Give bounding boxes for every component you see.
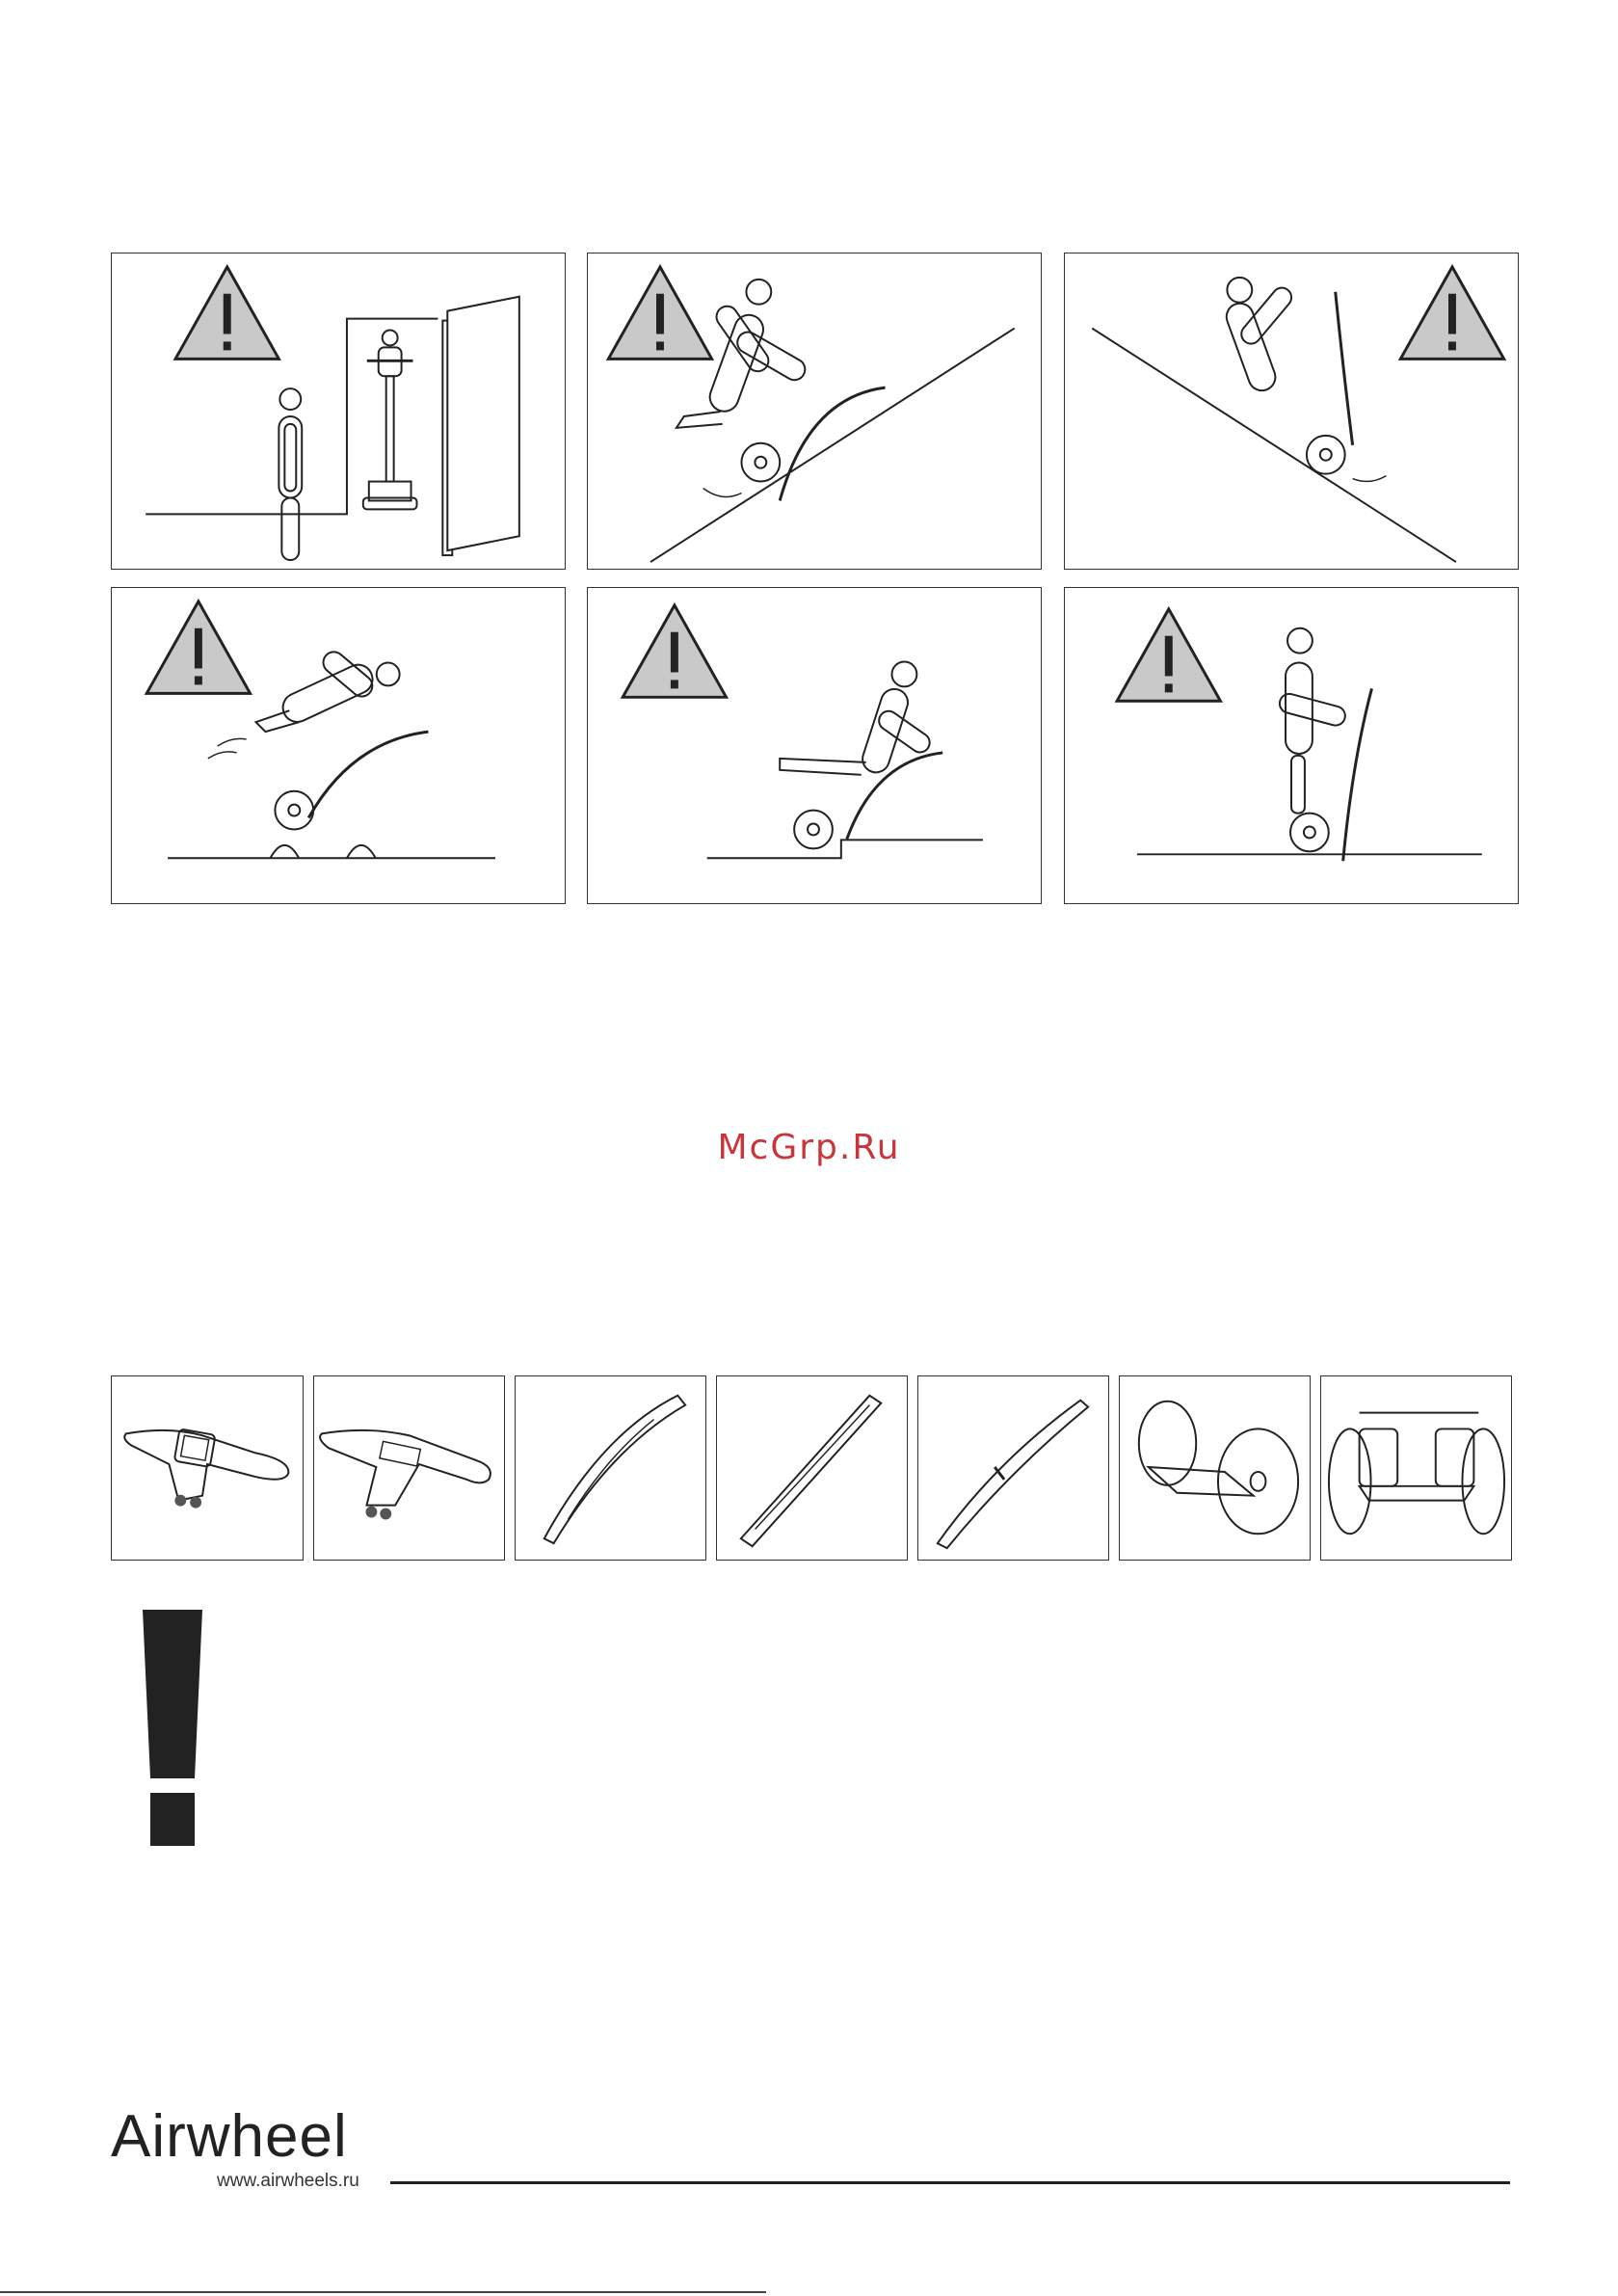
panel-4-illustration <box>112 588 565 903</box>
warning-panel-1 <box>111 253 566 570</box>
scooter-base-icon <box>1120 1376 1310 1560</box>
part-handlebar <box>313 1375 505 1561</box>
panel-1-illustration <box>112 254 565 569</box>
warning-panel-3 <box>1064 253 1519 570</box>
brand-website: www.airwheels.ru <box>217 2171 359 2191</box>
scooter-base-with-leg-support-icon <box>1321 1376 1511 1560</box>
warning-panel-5 <box>587 587 1042 904</box>
panel-5-illustration <box>588 588 1041 903</box>
steering-rod-cable-icon <box>918 1376 1108 1560</box>
caution-exclamation-icon <box>143 1610 202 1846</box>
handlebar-with-display-icon <box>112 1376 303 1560</box>
panel-3-illustration <box>1065 254 1518 569</box>
part-scooter-base-legs <box>1320 1375 1512 1561</box>
part-steering-rod-1 <box>515 1375 706 1561</box>
warning-panel-2 <box>587 253 1042 570</box>
part-handlebar-display <box>111 1375 304 1561</box>
warning-panel-4 <box>111 587 566 904</box>
part-steering-rod-2 <box>716 1375 908 1561</box>
part-steering-rod-3 <box>917 1375 1109 1561</box>
steering-rod-curved-icon <box>516 1376 705 1560</box>
watermark-text: McGrp.Ru <box>717 1128 901 1167</box>
warning-panel-6 <box>1064 587 1519 904</box>
steering-rod-straight-icon <box>717 1376 907 1560</box>
brand-logo: Airwheel <box>111 2103 348 2170</box>
panel-2-illustration <box>588 254 1041 569</box>
footer-rule <box>390 2181 1510 2184</box>
part-scooter-base <box>1119 1375 1311 1561</box>
page-bottom-line <box>0 2291 766 2293</box>
handlebar-icon <box>314 1376 504 1560</box>
panel-6-illustration <box>1065 588 1518 903</box>
